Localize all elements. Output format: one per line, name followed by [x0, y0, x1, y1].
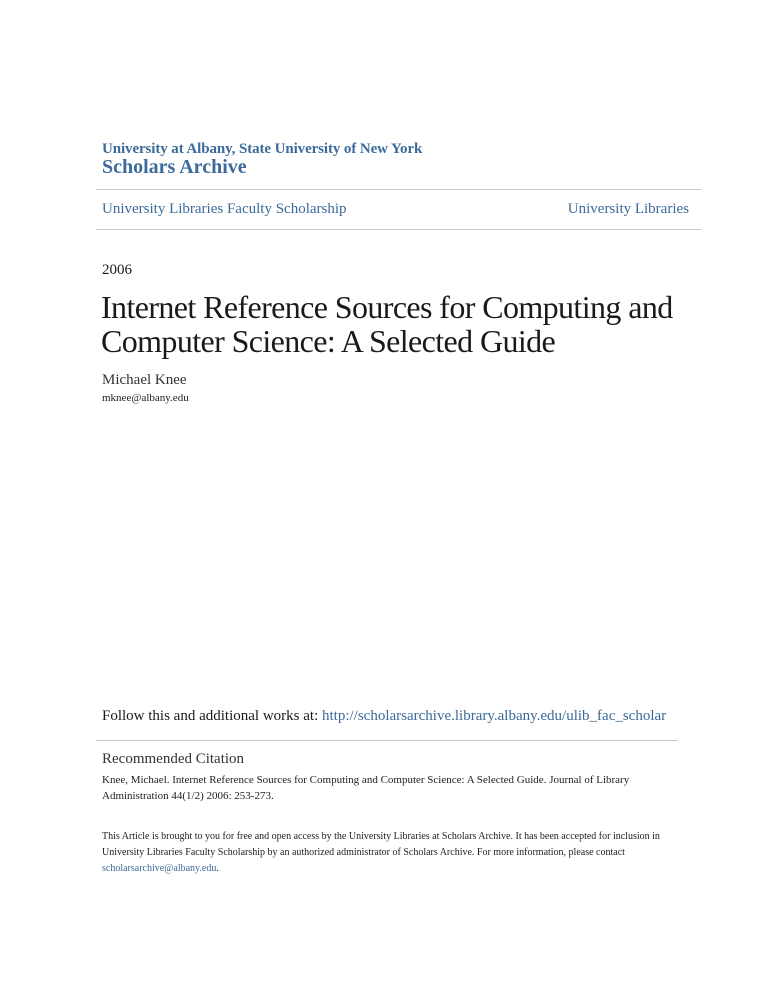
institution-name: University at Albany, State University of New York — [102, 141, 423, 157]
access-notice — [102, 829, 702, 877]
citation-text: Knee, Michael. Internet Reference Sources for Computing and Computer Science: A Selected Guide. Journal of Library Administration 44(1/2) 2006: 253-273. — [102, 774, 630, 802]
citation-heading: Recommended Citation — [102, 751, 245, 767]
contact-email-link[interactable]: scholarsarchive@albany.edu — [102, 863, 217, 874]
archive-name: Scholars Archive — [102, 156, 247, 178]
follow-label: Follow this and additional works at: — [102, 708, 322, 724]
collection-url-link[interactable]: http://scholarsarchive.library.albany.edu/ulib_fac_scholar — [321, 708, 667, 724]
header-divider-top — [96, 189, 701, 190]
author-name: Michael Knee — [102, 372, 187, 388]
collection-link[interactable]: University Libraries Faculty Scholarship — [102, 201, 347, 217]
citation-divider — [96, 740, 678, 741]
department-link[interactable]: University Libraries — [567, 201, 689, 217]
article-title: Internet Reference Sources for Computing and Computer Science: A Selected Guide — [101, 289, 673, 359]
follow-line — [102, 708, 666, 725]
notice-suffix: . — [216, 863, 219, 874]
notice-text: This Article is brought to you for free and open access by the University Libraries at Scholars Archive. It has been accepted for inclusion in University Libraries Faculty Scholarship by an authorized administrator of Scholars Archive. For more information, please contact — [102, 831, 660, 858]
author-email: mknee@albany.edu — [102, 392, 189, 404]
header-divider-bottom — [96, 229, 701, 230]
publication-year: 2006 — [102, 262, 132, 278]
